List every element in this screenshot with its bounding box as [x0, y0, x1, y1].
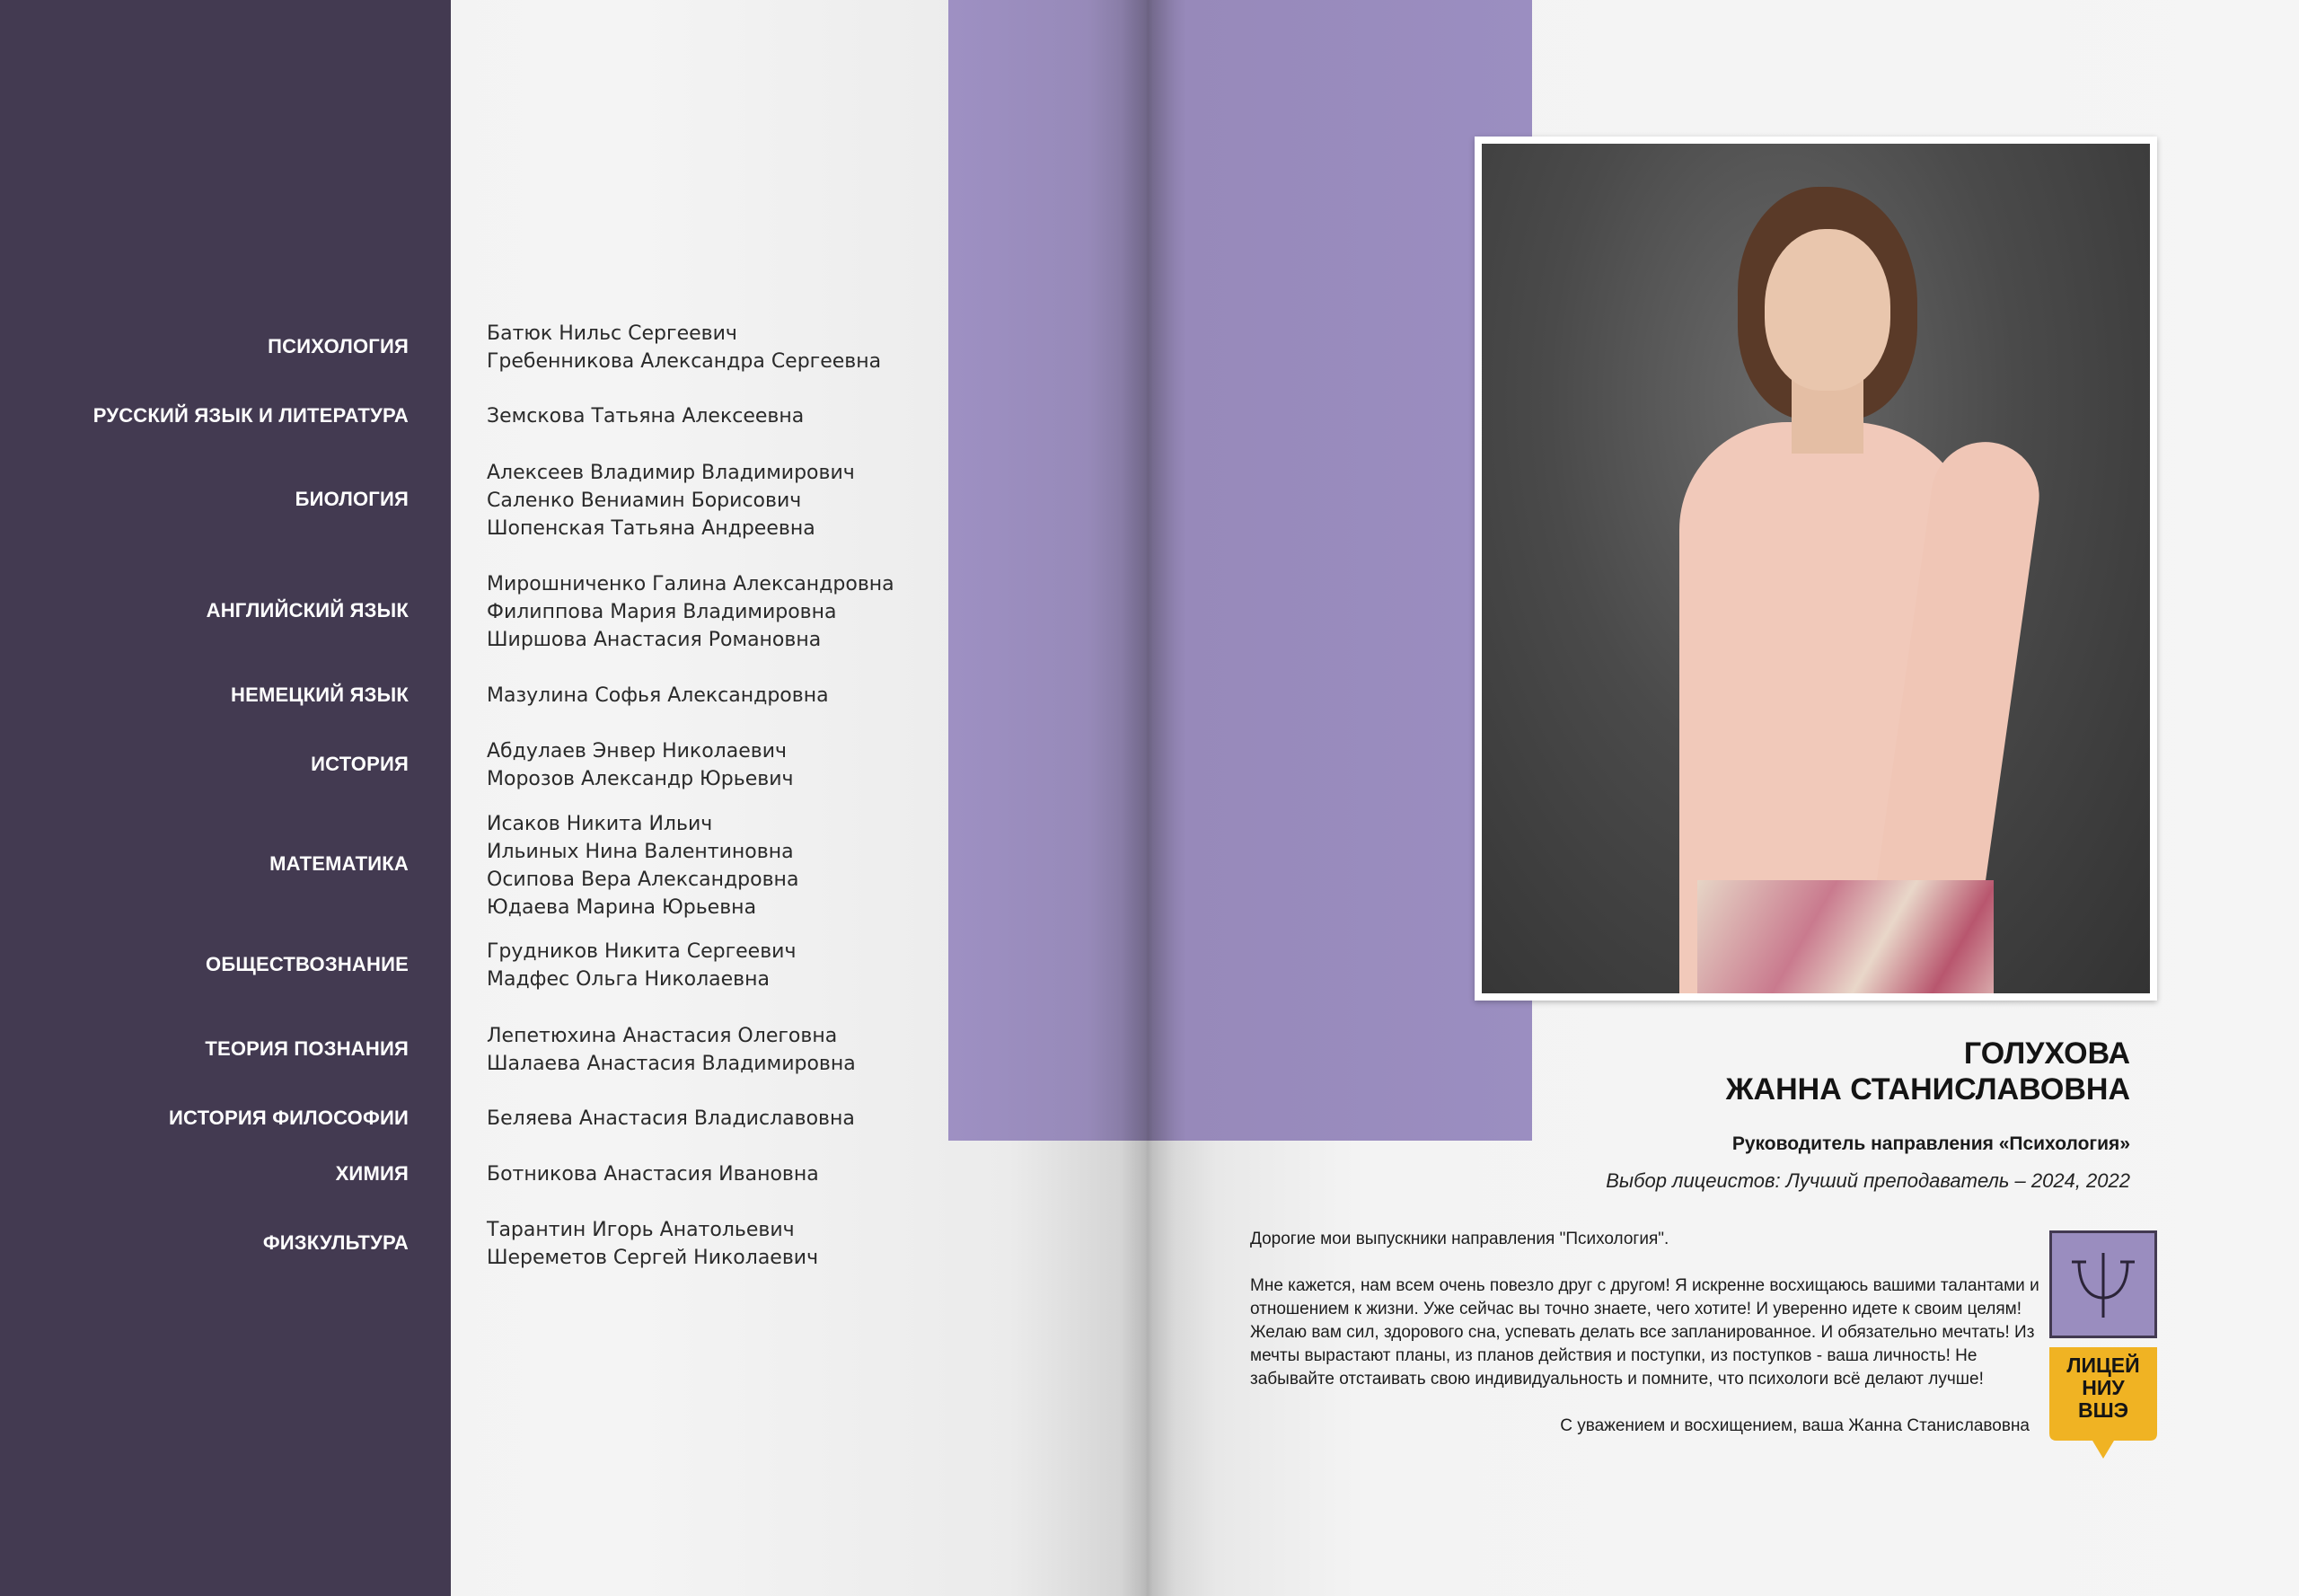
teacher-name: Ботникова Анастасия Ивановна	[487, 1163, 819, 1186]
teacher-name: Тарантин Игорь Анатольевич	[487, 1219, 795, 1241]
teacher-list	[487, 459, 855, 542]
teacher-name: Шалаева Анастасия Владимировна	[487, 1053, 856, 1075]
teacher-list	[487, 1216, 818, 1272]
lyceum-badge-text	[2049, 1354, 2157, 1422]
teacher-list	[487, 402, 804, 430]
portrait-face	[1765, 229, 1890, 391]
portrait-frame	[1475, 137, 2157, 1001]
teacher-name: Мирошниченко Галина Александровна	[487, 573, 894, 595]
teacher-name: Мадфес Ольга Николаевна	[487, 968, 770, 991]
subject-sidebar	[0, 0, 451, 1596]
teacher-name: Лепетюхина Анастасия Олеговна	[487, 1025, 838, 1047]
teacher-name: Саленко Вениамин Борисович	[487, 489, 802, 512]
subject-label: ФИЗКУЛЬТУРА	[262, 1231, 409, 1254]
teacher-name: Батюк Нильс Сергеевич	[487, 322, 737, 345]
teacher-list	[487, 1160, 819, 1188]
person-given-names: ЖАННА СТАНИСЛАВОВНА	[1725, 1072, 2130, 1107]
subject-label: ТЕОРИЯ ПОЗНАНИЯ	[205, 1037, 409, 1060]
teacher-name: Мазулина Софья Александровна	[487, 684, 829, 707]
letter-signature: С уважением и восхищением, ваша Жанна Станиславовна	[1560, 1416, 2030, 1435]
subject-label: АНГЛИЙСКИЙ ЯЗЫК	[206, 599, 409, 622]
farewell-letter	[1250, 1228, 2040, 1438]
teacher-name: Морозов Александр Юрьевич	[487, 768, 794, 790]
accent-band-left	[948, 0, 1148, 1141]
subject-label: ПСИХОЛОГИЯ	[268, 335, 409, 357]
teacher-list	[487, 570, 894, 654]
teacher-name: Грудников Никита Сергеевич	[487, 940, 797, 963]
teacher-name: Осипова Вера Александровна	[487, 869, 799, 891]
teacher-name: Шереметов Сергей Николаевич	[487, 1247, 819, 1269]
letter-greeting: Дорогие мои выпускники направления "Психология".	[1250, 1230, 1669, 1248]
lyceum-badge-line: ВШЭ	[2077, 1398, 2129, 1422]
psychology-emblem	[2049, 1230, 2157, 1338]
psi-icon	[2052, 1233, 2154, 1336]
teacher-list	[487, 1022, 856, 1078]
subject-label: БИОЛОГИЯ	[295, 488, 409, 510]
teacher-name: Гребенникова Александра Сергеевна	[487, 350, 882, 373]
teacher-name: Шопенская Татьяна Андреевна	[487, 517, 815, 540]
subject-label: НЕМЕЦКИЙ ЯЗЫК	[231, 683, 409, 706]
teacher-list	[487, 737, 794, 793]
subject-label: ИСТОРИЯ ФИЛОСОФИИ	[169, 1107, 409, 1129]
teacher-list	[487, 682, 829, 710]
letter-body: Мне кажется, нам всем очень повезло друг с другом! Я искренне восхищаюсь вашими талантами и отношением к жизни. Уже сейчас вы точно знаете, чего хотите! И уверенно идете к своим целям! Желаю вам сил, здорового сна, успевать делать все запланированное. И обязательно мечтать! Из мечты вырастают планы, из планов действия и поступки, из поступков - ваша личность! Не забывайте отстаивать свою индивидуальность и помните, что психологи всё делают лучше!	[1250, 1276, 2039, 1389]
person-surname: ГОЛУХОВА	[1963, 1036, 2130, 1071]
teacher-name: Исаков Никита Ильич	[487, 813, 713, 835]
teacher-name: Земскова Татьяна Алексеевна	[487, 405, 805, 428]
teacher-name: Беляева Анастасия Владиславовна	[487, 1107, 855, 1130]
subject-label: РУССКИЙ ЯЗЫК И ЛИТЕРАТУРА	[92, 404, 409, 427]
person-position: Руководитель направления «Психология»	[1731, 1133, 2130, 1154]
subject-label: МАТЕМАТИКА	[269, 852, 409, 875]
person-name	[1726, 1036, 2130, 1107]
teacher-name: Ильиных Нина Валентиновна	[487, 841, 794, 863]
subject-label: ХИМИЯ	[335, 1162, 409, 1185]
page-gutter	[1121, 0, 1175, 1596]
teacher-name: Юдаева Марина Юрьевна	[487, 896, 757, 919]
teacher-name: Абдулаев Энвер Николаевич	[487, 740, 788, 763]
teacher-name: Алексеев Владимир Владимирович	[487, 462, 855, 484]
teacher-list	[487, 938, 796, 993]
lyceum-badge-line: ЛИЦЕЙ	[2066, 1354, 2140, 1377]
lyceum-badge-line: НИУ	[2082, 1376, 2125, 1399]
teacher-name: Ширшова Анастасия Романовна	[487, 629, 822, 651]
teacher-name: Филиппова Мария Владимировна	[487, 601, 837, 623]
subject-label: ИСТОРИЯ	[311, 753, 409, 775]
subject-label: ОБЩЕСТВОЗНАНИЕ	[206, 953, 409, 975]
teacher-list	[487, 810, 798, 921]
person-award: Выбор лицеистов: Лучший преподаватель – 2024, 2022	[1606, 1169, 2130, 1192]
teacher-list	[487, 1105, 855, 1133]
teacher-list	[487, 320, 881, 375]
portrait-skirt	[1697, 880, 1994, 993]
portrait-photo	[1482, 144, 2150, 993]
